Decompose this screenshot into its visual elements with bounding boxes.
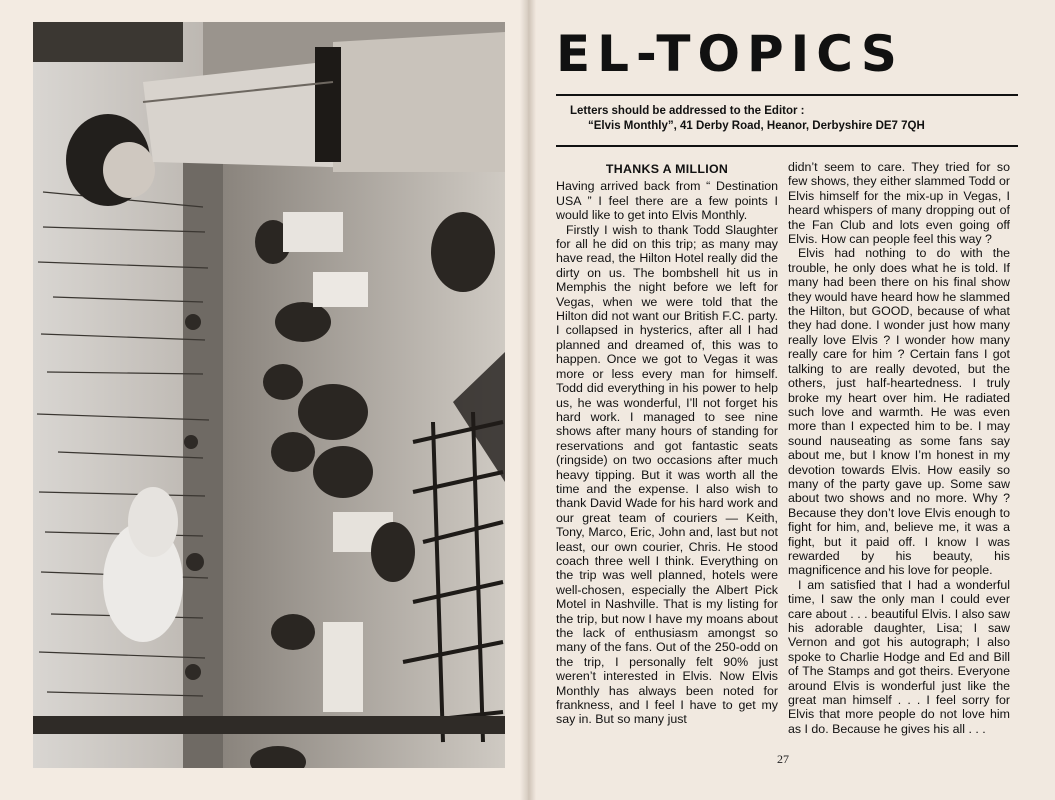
address-line-1: Letters should be addressed to the Editor : xyxy=(570,105,805,117)
bottom-rule xyxy=(556,145,1018,147)
top-rule xyxy=(556,94,1018,96)
left-page xyxy=(0,0,526,800)
editor-address xyxy=(570,104,1030,134)
address-line-2: “Elvis Monthly”, 41 Derby Road, Heanor, Derbyshire DE7 7QH xyxy=(588,120,925,132)
right-page xyxy=(536,0,1055,800)
section-title: EL-TOPICS xyxy=(556,25,904,83)
paragraph: Having arrived back from “ Destination USA ” I feel there are a few points I would like to get into Elvis Monthly. xyxy=(556,179,778,223)
page-gutter xyxy=(520,0,536,800)
letter-column-2 xyxy=(788,160,1010,736)
paragraph: Elvis had nothing to do with the trouble, he only does what he is told. If many had been there on his final show they would have heard how he slammed the Hilton, but GOOD, because of what they had done. I wonder just how many really love Elvis ? I wonder how many really care for him ? Certain fans I got talking to are really devoted, but the others, just half-heartedness. I truly broke my heart over him. He radiated such love and warmth. He was even more than I expected him to be. I may sound nauseating as some fans say about me, but I know I’m honest in my devotion towards Elvis. How easily so many of the party gave up. Some saw about two shows and no more. Why ? Because they don’t love Elvis enough to fight for him, and, believe me, it was a fight, but it paid off. I know I was rewarded by his beauty, his magnificence and his love for people. xyxy=(788,246,1010,578)
photo-harbour-scene-icon xyxy=(33,22,505,768)
paragraph: I am satisfied that I had a wonderful time, I saw the only man I could ever care about . . . beautiful Elvis. I also saw his adorable daughter, Lisa; I saw Vernon and got his autograph; I also spoke to Charlie Hodge and Ed and Bill of The Stamps and got theirs. Everyone around Elvis is wonderful just like the great man himself . . . I feel sorry for Elvis that more people do not love him as I do. Because he gives his all . . . xyxy=(788,577,1010,736)
letter-headline: THANKS A MILLION xyxy=(605,162,729,176)
harbour-photo xyxy=(33,22,505,768)
page-number: 27 xyxy=(777,752,789,766)
letter-column-1 xyxy=(556,162,778,727)
paragraph: didn’t seem to care. They tried for so few shows, they either slammed Todd or Elvis himself for the mix-up in Vegas, I heard whispers of many dropping out of the Fan Club and lots even going off Elvis. How can people feel this way ? xyxy=(788,160,1010,247)
paragraph: Firstly I wish to thank Todd Slaughter for all he did on this trip; as many may have read, the Hilton Hotel really did the dirty on us. The bombshell hit us in Memphis the night before we left for Vegas, when we were told that the Hilton did not want our British F.C. party. I collapsed in hysterics, after all I had planned and dreamed of, this was to happen. Once we got to Vegas it was more or less every man for himself. Todd did everything in his power to help us, he was wonderful, I’ll not forget his hard work. I managed to see nine shows after many hours of standing for reservations and got fantastic seats (ringside) on two occasions after much heavy tipping. But it was worth all the time and the expense. I also wish to thank David Wade for his hard work and our great team of couriers — Keith, Tony, Marco, Eric, John and, last but not least, our own courier, Chris. He stood coach three well I think. Everything on the trip was well planned, hotels were well-chosen, especially the Albert Pick Motel in Nashville. That is my listing for the trip, but now I have my moans about the lack of enthusiasm amongst so many of the fans. Out of the 250-odd on the trip, I personally felt 90% just weren’t interested in Elvis. Now Elvis Monthly has always been noted for frankness, and I feel I have to get my say in. But so many just xyxy=(556,222,778,727)
